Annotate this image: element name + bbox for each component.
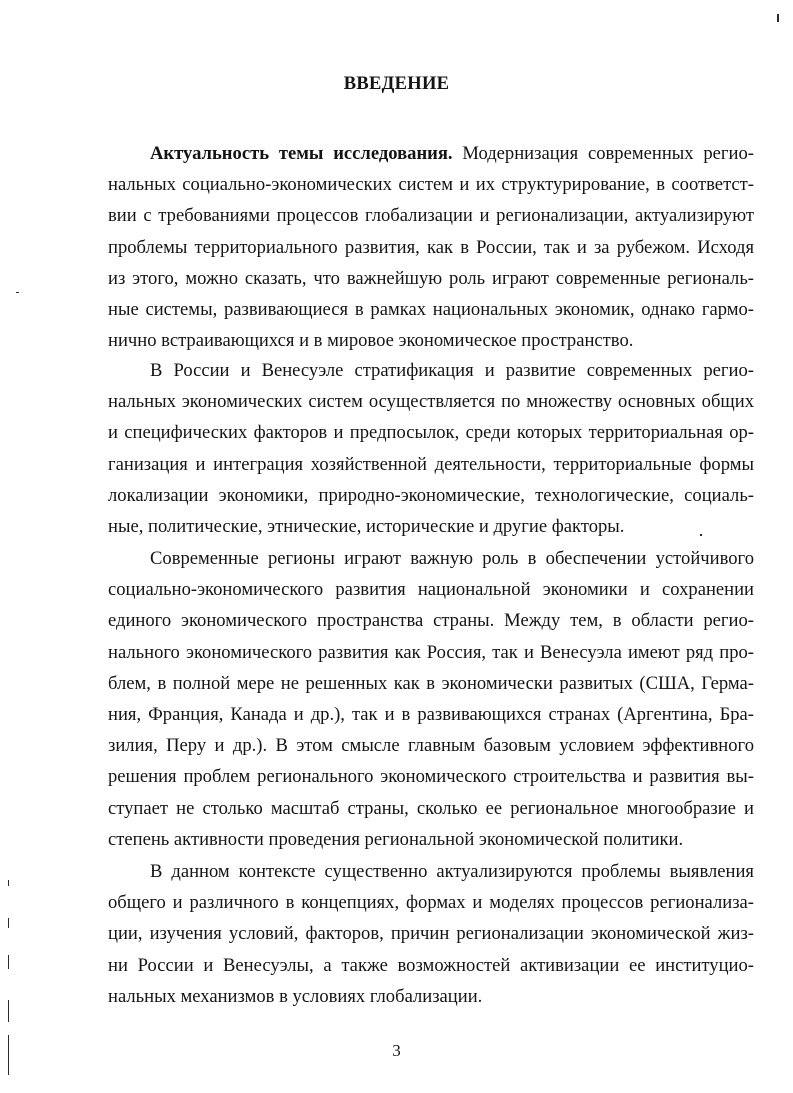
paragraph-line: ганизация и интеграция хозяйственной деятельности, территориальные формы [108, 453, 754, 475]
paragraph-line: нального экономического развития как Россия, так и Венесуэла имеют ряд про- [108, 641, 754, 663]
paragraph-line: из этого, можно сказать, что важнейшую роль играют современные региональ- [108, 267, 754, 289]
scan-artifact [8, 1000, 9, 1022]
scan-artifact [16, 292, 19, 293]
paragraph-line: и специфических факторов и предпосылок, среди которых территориальная ор- [108, 422, 754, 444]
paragraph-line: В данном контексте существенно актуализируются проблемы выявления [150, 861, 754, 882]
scan-artifact [8, 955, 9, 969]
paragraph-relevance [108, 138, 754, 356]
paragraph-line: ступает не столько масштаб страны, сколько ее региональное многообразие и [108, 797, 754, 819]
page-number: 3 [392, 1041, 401, 1060]
paragraph-line: социально-экономического развития национальной экономики и сохранении [108, 579, 754, 601]
paragraph-context [108, 856, 754, 1012]
paragraph-line: локализации экономики, природно-экономические, технологические, социаль- [108, 484, 754, 506]
section-heading: ВВЕДЕНИЕ [343, 74, 450, 94]
paragraph-line: вии с требованиями процессов глобализации и регионализации, актуализируют [108, 205, 754, 227]
paragraph-line: нальных экономических систем осуществляется по множеству основных общих [108, 391, 754, 413]
paragraph-line: Современные регионы играют важную роль в обеспечении устойчивого [150, 548, 754, 569]
paragraph-line: В России и Венесуэле стратификация и развитие современных регио- [150, 360, 754, 381]
paragraph-line: блем, в полной мере не решенных как в экономически развитых (США, Герма- [108, 672, 754, 694]
paragraph-line: решения проблем регионального экономического строительства и развития вы- [108, 766, 754, 788]
lead-phrase: Актуальность темы исследования. [150, 143, 453, 164]
paragraph-line: нично встраивающихся и в мировое экономическое пространство. [108, 330, 634, 352]
scan-artifact [8, 880, 9, 886]
paragraph-regions [108, 543, 754, 855]
paragraph-line: нальных социально-экономических систем и их структурирование, в соответст- [108, 174, 754, 196]
scan-artifact [700, 534, 702, 536]
scan-artifact [777, 14, 779, 22]
paragraph-line: зилия, Перу и др.). В этом смысле главным базовым условием эффективного [108, 735, 754, 757]
paragraph-line: единого экономического пространства страны. Между тем, в области регио- [108, 610, 754, 632]
paragraph-line: ные системы, развивающиеся в рамках национальных экономик, однако гармо- [108, 298, 754, 320]
scan-artifact [8, 918, 9, 928]
paragraph-line: степень активности проведения региональной экономической политики. [108, 828, 684, 850]
paragraph-line: общего и различного в концепциях, формах и моделях процессов регионализа- [108, 892, 754, 914]
paragraph-stratification [108, 355, 754, 542]
line-text: Модернизация современных регио- [452, 143, 754, 164]
paragraph-line: нальных механизмов в условиях глобализации. [108, 985, 483, 1007]
paragraph-line: ции, изучения условий, факторов, причин регионализации экономической жиз- [108, 923, 754, 945]
paragraph-line: ни России и Венесуэлы, а также возможностей активизации ее институцио- [108, 954, 754, 976]
paragraph-line [108, 138, 754, 169]
paragraph-line: ния, Франция, Канада и др.), так и в развивающихся странах (Аргентина, Бра- [108, 703, 754, 725]
paragraph-line: ные, политические, этнические, исторические и другие факторы. [108, 515, 625, 537]
paragraph-line: проблемы территориального развития, как в России, так и за рубежом. Исходя [108, 236, 754, 258]
scan-artifact [8, 1035, 9, 1075]
